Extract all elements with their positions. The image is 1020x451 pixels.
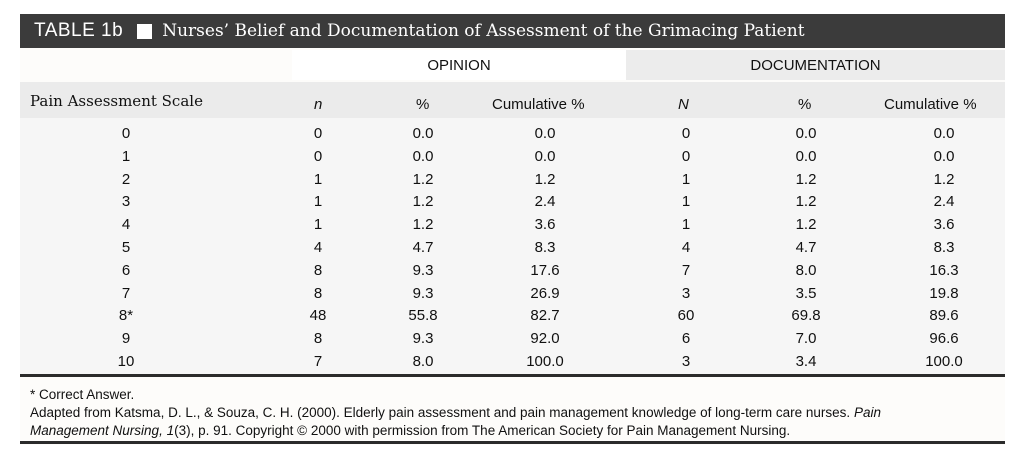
table-figure [20, 14, 1005, 445]
cell-opinion-n: 0 [313, 147, 323, 165]
cell-documentation-cumulative: 3.6 [933, 216, 955, 234]
cell-documentation-n: 6 [681, 330, 691, 348]
footnote-source-line-1 [30, 405, 881, 420]
cell-opinion-n: 7 [313, 353, 323, 370]
cell-opinion-cumulative: 1.2 [534, 170, 556, 188]
cell-opinion-percent: 1.2 [412, 216, 434, 234]
cell-opinion-percent: 1.2 [412, 170, 434, 188]
column-header-opinion-cumulative: Cumulative % [492, 96, 585, 113]
cell-scale: 9 [121, 330, 131, 348]
cell-documentation-percent: 0.0 [795, 125, 817, 142]
table-row [20, 147, 1005, 170]
cell-scale: 2 [121, 170, 131, 188]
cell-documentation-percent: 1.2 [795, 170, 817, 188]
table-footnote [20, 374, 1005, 441]
cell-opinion-percent: 4.7 [412, 239, 434, 256]
cell-scale: 1 [121, 147, 131, 165]
cell-documentation-cumulative: 100.0 [925, 353, 963, 370]
cell-documentation-percent: 1.2 [795, 193, 817, 211]
cell-scale: 3 [121, 193, 131, 211]
cell-documentation-cumulative: 0.0 [933, 147, 955, 165]
cell-opinion-percent: 0.0 [412, 125, 434, 142]
cell-opinion-percent: 9.3 [412, 284, 434, 302]
cell-documentation-n: 7 [681, 261, 691, 279]
cell-opinion-percent: 9.3 [412, 261, 434, 279]
table-title: Nurses’ Belief and Documentation of Assessment of the Grimacing Patient [162, 21, 805, 41]
bottom-rule [20, 441, 1005, 444]
cell-documentation-percent: 4.7 [795, 239, 817, 256]
cell-documentation-percent: 3.4 [795, 353, 817, 370]
footnote-correct-answer: * Correct Answer. [30, 387, 135, 402]
table-row [20, 329, 1005, 352]
table-row [20, 170, 1005, 193]
cell-documentation-percent: 0.0 [795, 147, 817, 165]
table-number: TABLE 1b [34, 20, 124, 41]
cell-scale: 5 [121, 239, 131, 256]
cell-documentation-cumulative: 89.6 [929, 307, 959, 325]
column-header-documentation-percent: % [798, 96, 812, 113]
table-body [20, 118, 1005, 374]
cell-scale: 8* [118, 307, 134, 325]
table-row [20, 284, 1005, 307]
cell-opinion-percent: 55.8 [408, 307, 438, 325]
cell-documentation-n: 60 [677, 307, 695, 325]
cell-opinion-cumulative: 92.0 [530, 330, 560, 348]
cell-opinion-cumulative: 26.9 [530, 284, 560, 302]
cell-opinion-percent: 1.2 [412, 193, 434, 211]
cell-opinion-cumulative: 100.0 [526, 353, 564, 370]
cell-documentation-n: 1 [681, 193, 691, 211]
cell-documentation-percent: 69.8 [791, 307, 821, 325]
cell-documentation-cumulative: 16.3 [929, 261, 959, 279]
column-header-opinion-n: n [314, 96, 323, 113]
column-header-scale: Pain Assessment Scale [30, 92, 203, 110]
cell-scale: 7 [121, 284, 131, 302]
cell-documentation-n: 0 [681, 125, 691, 142]
cell-opinion-n: 8 [313, 261, 323, 279]
cell-opinion-n: 4 [313, 239, 323, 256]
table-row [20, 261, 1005, 284]
cell-documentation-n: 0 [681, 147, 691, 165]
cell-opinion-n: 1 [313, 193, 323, 211]
cell-opinion-cumulative: 8.3 [534, 239, 556, 256]
table-row [20, 306, 1005, 329]
cell-documentation-percent: 3.5 [795, 284, 817, 302]
group-header-opinion: OPINION [292, 50, 626, 80]
footnote-journal-part-1: Pain [853, 405, 881, 420]
column-header-opinion-percent: % [416, 96, 430, 113]
cell-opinion-cumulative: 0.0 [534, 147, 556, 165]
cell-scale: 6 [121, 261, 131, 279]
table-row [20, 215, 1005, 238]
cell-documentation-cumulative: 2.4 [933, 193, 955, 211]
cell-documentation-cumulative: 96.6 [929, 330, 959, 348]
cell-documentation-n: 3 [681, 284, 691, 302]
column-header-documentation-n: N [678, 96, 689, 113]
square-bullet-icon [137, 24, 152, 39]
cell-documentation-n: 3 [681, 353, 691, 370]
cell-opinion-n: 1 [313, 170, 323, 188]
column-header-documentation-cumulative: Cumulative % [884, 96, 977, 113]
table-title-bar [20, 14, 1005, 48]
group-header-documentation: DOCUMENTATION [626, 50, 1005, 80]
cell-documentation-cumulative: 1.2 [933, 170, 955, 188]
cell-scale: 0 [121, 125, 131, 142]
footnote-volume: 1 [166, 423, 175, 438]
cell-opinion-cumulative: 2.4 [534, 193, 556, 211]
cell-documentation-percent: 7.0 [795, 330, 817, 348]
cell-scale: 10 [117, 353, 135, 370]
footnote-source-line-2 [30, 423, 790, 438]
cell-documentation-cumulative: 19.8 [929, 284, 959, 302]
table-row [20, 238, 1005, 261]
table-row [20, 192, 1005, 215]
cell-opinion-cumulative: 3.6 [534, 216, 556, 234]
cell-documentation-n: 1 [681, 216, 691, 234]
cell-opinion-n: 8 [313, 330, 323, 348]
footnote-source-text: Adapted from Katsma, D. L., & Souza, C. H. (2000). Elderly pain assessment and pain management knowledge of long-term care nurses. [30, 405, 851, 420]
cell-opinion-cumulative: 0.0 [534, 125, 556, 142]
cell-opinion-n: 1 [313, 216, 323, 234]
cell-opinion-cumulative: 17.6 [530, 261, 560, 279]
cell-documentation-n: 4 [681, 239, 691, 256]
cell-opinion-cumulative: 82.7 [530, 307, 560, 325]
cell-documentation-cumulative: 0.0 [933, 125, 955, 142]
cell-opinion-n: 48 [309, 307, 327, 325]
cell-opinion-n: 8 [313, 284, 323, 302]
table-row [20, 352, 1005, 375]
cell-opinion-percent: 9.3 [412, 330, 434, 348]
cell-documentation-n: 1 [681, 170, 691, 188]
cell-scale: 4 [121, 216, 131, 234]
cell-opinion-n: 0 [313, 125, 323, 142]
cell-opinion-percent: 8.0 [412, 353, 434, 370]
table-row [20, 124, 1005, 147]
footnote-copyright: (3), p. 91. Copyright © 2000 with permission from The American Society for Pain Management Nursing. [174, 423, 791, 438]
cell-opinion-percent: 0.0 [412, 147, 434, 165]
cell-documentation-cumulative: 8.3 [933, 239, 955, 256]
group-header-row [20, 50, 1005, 80]
cell-documentation-percent: 1.2 [795, 216, 817, 234]
footnote-journal-part-2: Management Nursing, [30, 423, 163, 438]
column-header-row [20, 82, 1005, 121]
cell-documentation-percent: 8.0 [795, 261, 817, 279]
